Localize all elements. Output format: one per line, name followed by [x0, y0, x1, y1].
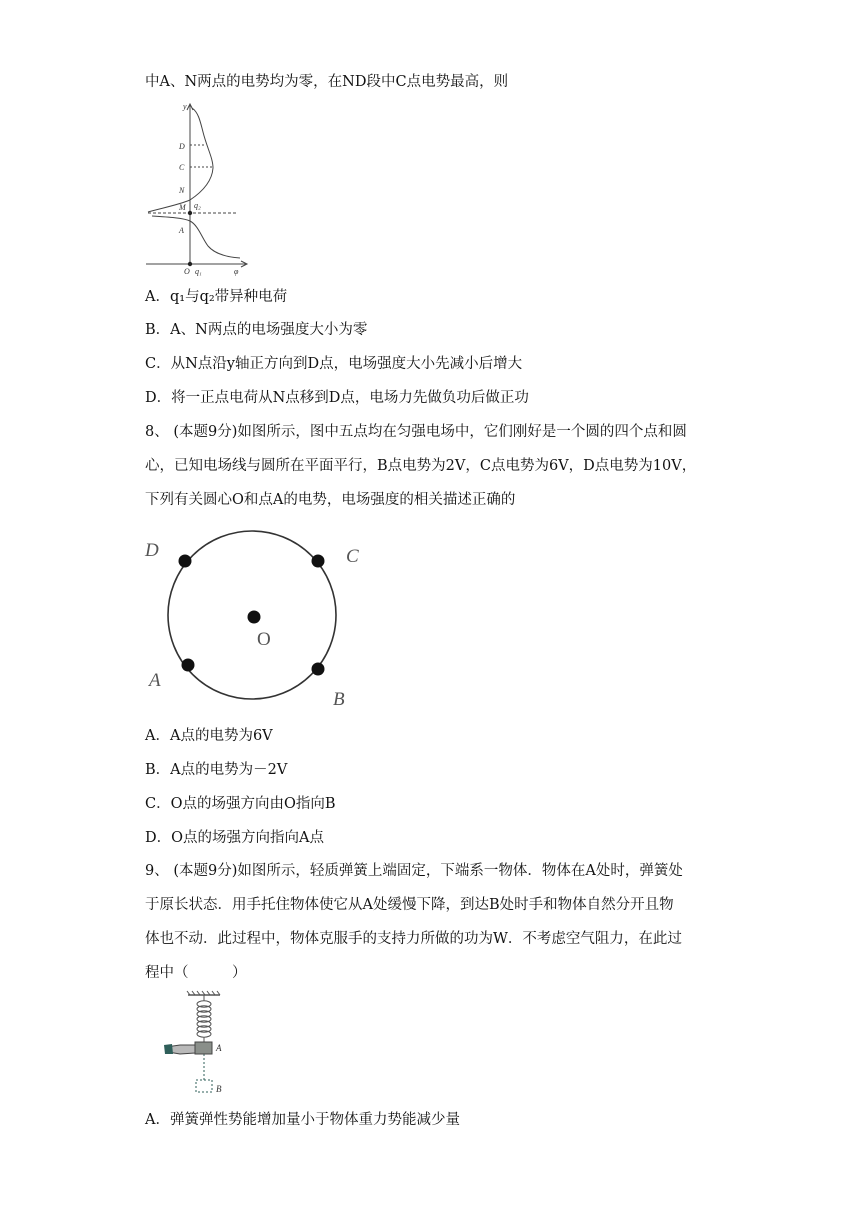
- graph-label-d: D: [179, 142, 185, 151]
- graph-label-phi: φ: [234, 267, 239, 276]
- circle-label-b: B: [333, 689, 345, 710]
- q8-stem-line-1: 8、 (本题9分)如图所示，图中五点均在匀强电场中，它们刚好是一个圆的四个点和圆: [145, 424, 687, 440]
- point-c-dot: [312, 555, 325, 568]
- q9-spring-figure: [160, 990, 240, 1098]
- graph-label-q1: q₁: [195, 267, 202, 276]
- graph-label-c: C: [179, 163, 185, 172]
- q8-option-b: B．A点的电势为－2V: [145, 762, 288, 778]
- q7-option-a: A．q₁与q₂带异种电荷: [145, 289, 288, 305]
- q8-option-a: A．A点的电势为6V: [145, 728, 273, 744]
- graph-label-n: N: [179, 186, 185, 195]
- graph-label-m: M: [179, 203, 186, 212]
- q8-circle-figure: [140, 528, 380, 713]
- q7-option-d: D．将一正点电荷从N点移到D点，电场力先做负功后做正功: [145, 390, 529, 406]
- circle-label-c: C: [346, 546, 359, 567]
- q8-option-c: C．O点的场强方向由O指向B: [145, 796, 336, 812]
- point-b-dot: [312, 663, 325, 676]
- point-a-dot: [182, 659, 195, 672]
- q9-stem-line-2: 于原长状态．用手托住物体使它从A处缓慢下降，到达B处时手和物体自然分开且物: [145, 897, 674, 913]
- circle-label-d: D: [145, 540, 159, 561]
- point-o-dot: [248, 611, 261, 624]
- q7-option-b: B．A、N两点的电场强度大小为零: [145, 322, 368, 338]
- graph-label-a: A: [179, 226, 184, 235]
- q7-potential-graph: [140, 100, 255, 278]
- q8-stem-line-2: 心，已知电场线与圆所在平面平行，B点电势为2V，C点电势为6V，D点电势为10V，: [145, 458, 697, 474]
- graph-label-y: y: [183, 102, 187, 111]
- circle-label-a: A: [149, 670, 161, 691]
- q7-option-c: C．从N点沿y轴正方向到D点，电场强度大小先减小后增大: [145, 356, 523, 372]
- q9-stem-line-3: 体也不动．此过程中，物体克服手的支持力所做的功为W．不考虑空气阻力，在此过: [145, 931, 682, 947]
- q8-option-d: D．O点的场强方向指向A点: [145, 830, 324, 846]
- graph-label-q2: q₂: [194, 201, 201, 210]
- spring-label-a: A: [216, 1043, 222, 1053]
- block-a: [195, 1042, 212, 1054]
- sleeve-icon: [164, 1044, 173, 1054]
- graph-label-o: O: [184, 267, 190, 276]
- q9-option-a: A．弹簧弹性势能增加量小于物体重力势能减少量: [145, 1112, 460, 1128]
- spring-label-b: B: [216, 1084, 222, 1094]
- circle-label-o: O: [257, 629, 271, 650]
- q7-intro: 中A、N两点的电势均为零，在ND段中C点电势最高，则: [145, 74, 509, 90]
- q9-stem-line-4: 程中（ ）: [145, 965, 247, 981]
- point-d-dot: [179, 555, 192, 568]
- q9-stem-line-1: 9、 (本题9分)如图所示，轻质弹簧上端固定，下端系一物体．物体在A处时，弹簧处: [145, 863, 683, 879]
- q8-stem-line-3: 下列有关圆心O和点A的电势，电场强度的相关描述正确的: [145, 492, 516, 508]
